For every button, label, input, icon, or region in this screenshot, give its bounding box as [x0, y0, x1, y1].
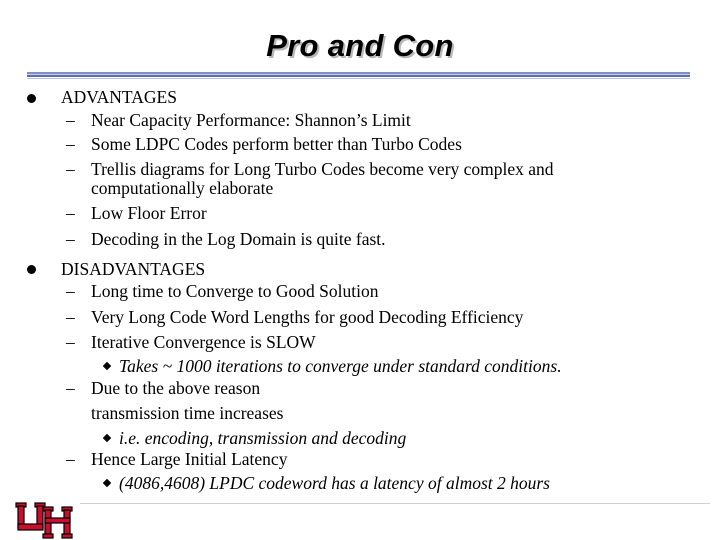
dash-marker: – [66, 110, 75, 130]
advantage-item-continued: computationally elaborate [91, 178, 274, 198]
advantage-item: Near Capacity Performance: Shannon’s Limit [91, 110, 411, 130]
advantage-item: Decoding in the Log Domain is quite fast. [91, 229, 386, 249]
dash-marker: – [66, 203, 75, 223]
bullet-disadvantages [27, 265, 36, 274]
title-underline [27, 72, 690, 77]
dash-marker: – [66, 281, 75, 301]
diamond-bullet-icon [103, 362, 111, 370]
disadvantage-item: Long time to Converge to Good Solution [91, 281, 379, 301]
bullet-advantages [27, 94, 36, 103]
dash-marker: – [66, 159, 75, 179]
disadvantage-item: Hence Large Initial Latency [91, 449, 288, 469]
disadvantage-item: Very Long Code Word Lengths for good Decoding Efficiency [91, 307, 524, 327]
disadvantage-item: Iterative Convergence is SLOW [91, 332, 316, 352]
dash-marker: – [66, 134, 75, 154]
advantage-item: Low Floor Error [91, 203, 207, 223]
advantages-heading: ADVANTAGES [61, 87, 177, 107]
dash-marker: – [66, 449, 75, 469]
dash-marker: – [66, 378, 75, 398]
disadvantages-heading: DISADVANTAGES [61, 259, 206, 279]
disadvantage-subitem: i.e. encoding, transmission and decoding [119, 428, 407, 448]
uh-logo [14, 501, 74, 540]
dash-marker: – [66, 229, 75, 249]
disadvantage-subitem: (4086,4608) LPDC codeword has a latency of almost 2 hours [119, 473, 550, 493]
footer-divider [80, 503, 710, 504]
disadvantage-item-continued: transmission time increases [91, 403, 284, 423]
dash-marker: – [66, 307, 75, 327]
diamond-bullet-icon [103, 479, 111, 487]
dash-marker: – [66, 332, 75, 352]
diamond-bullet-icon [103, 434, 111, 442]
advantage-item: Some LDPC Codes perform better than Turbo Codes [91, 134, 462, 154]
title-underline-shadow [27, 78, 690, 79]
advantage-item: Trellis diagrams for Long Turbo Codes become very complex and [91, 159, 554, 179]
disadvantage-item: Due to the above reason [91, 378, 261, 398]
slide-title: Pro and Con [266, 28, 454, 63]
disadvantage-subitem: Takes ~ 1000 iterations to converge under standard conditions. [119, 356, 562, 376]
